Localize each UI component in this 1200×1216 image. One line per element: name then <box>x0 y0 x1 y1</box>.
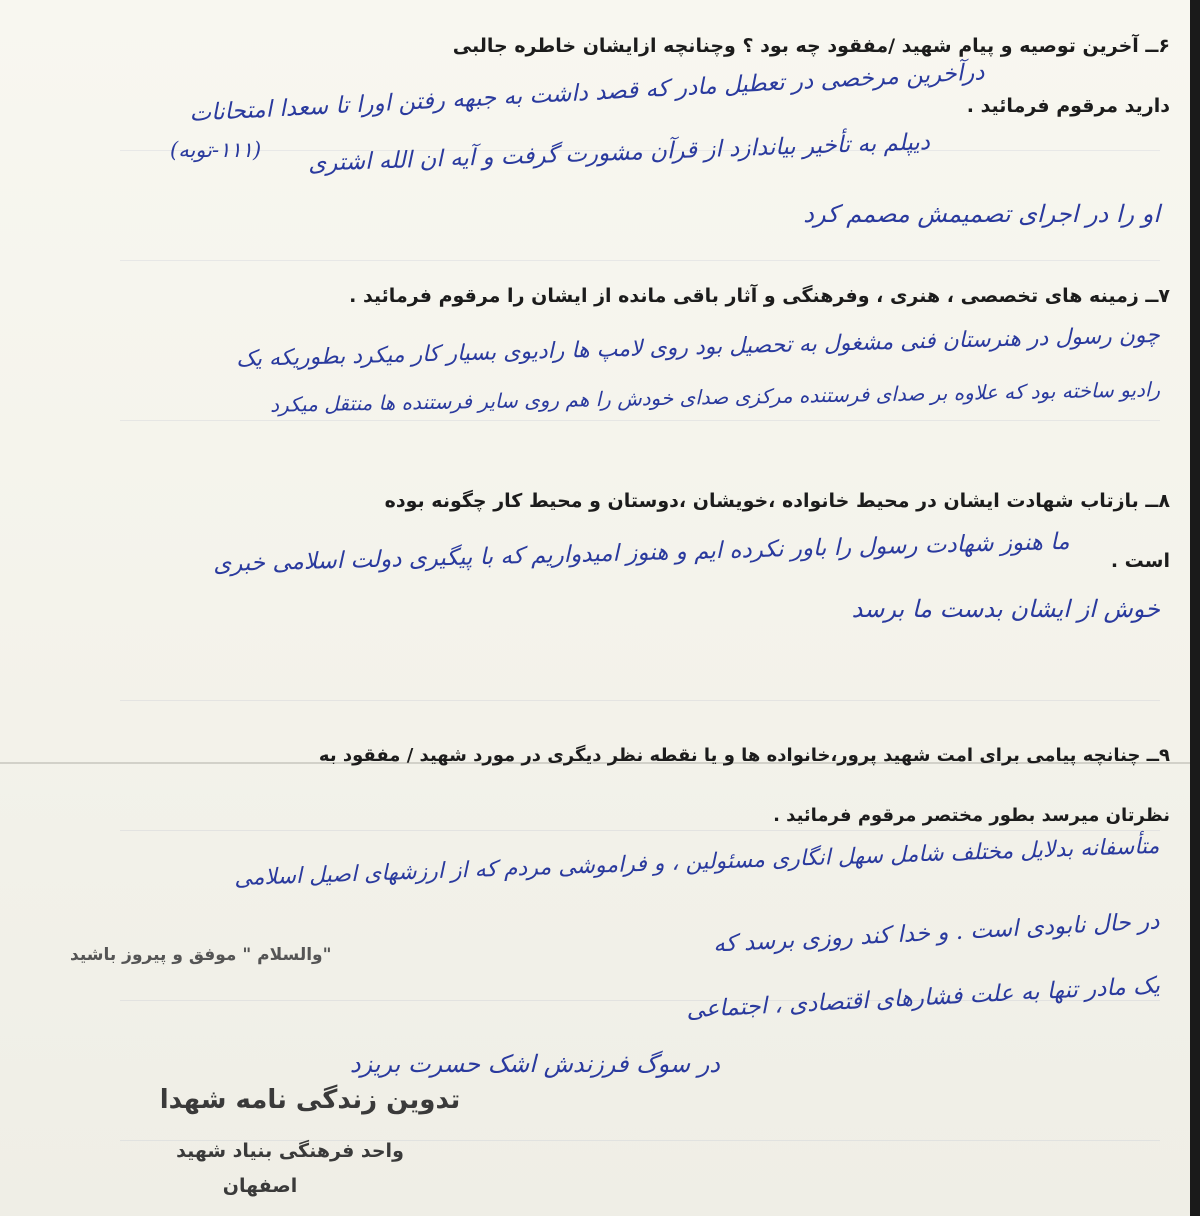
answer-7-line-2: رادیو ساخته بود که علاوه بر صدای فرستنده مرکزی صدای خودش را هم روی سایر فرستنده ها منتقل میکرد <box>269 377 1161 417</box>
answer-9-line-3: یک مادر تنها به علت فشارهای اقتصادی ، اجتماعی <box>685 972 1161 1024</box>
question-7-line-1: ۷ــ زمینه های تخصصی ، هنری ، وفرهنگی و آثار باقی مانده از ایشان را مرقوم فرمائید . <box>349 285 1170 307</box>
question-6-line-2: دارید مرقوم فرمائید . <box>966 95 1170 117</box>
answer-6-reference: (۱۱۱-توبه) <box>170 138 262 162</box>
answer-7-line-1: چون رسول در هنرستان فنی مشغول به تحصیل بود روی لامپ ها رادیوی بسیار کار میکرد بطوریکه یک <box>235 322 1161 373</box>
question-8-line-2: است . <box>1110 550 1170 572</box>
question-9-line-2: نظرتان میرسد بطور مختصر مرقوم فرمائید . <box>773 805 1170 826</box>
answer-6-line-3: او را در اجرای تصمیمش مصمم کرد <box>803 200 1160 228</box>
question-8-line-1: ۸ــ بازتاب شهادت ایشان در محیط خانواده ،خویشان ،دوستان و محیط کار چگونه بوده <box>384 490 1170 512</box>
answer-9-line-1: متأسفانه بدلایل مختلف شامل سهل انگاری مسئولین ، و فراموشی مردم که از ارزشهای اصیل اسلامی <box>234 833 1161 892</box>
question-6-line-1: ۶ــ آخرین توصیه و پیام شهید /مفقود چه بود ؟ وچنانچه ازایشان خاطره جالبی <box>452 35 1170 57</box>
bleed-through-line <box>120 830 1160 831</box>
answer-9-line-4: در سوگ فرزندش اشک حسرت بریزد <box>349 1050 720 1078</box>
bleed-through-line <box>120 700 1160 701</box>
answer-6-line-1: درآخرین مرخصی در تعطیل مادر که قصد داشت به جبهه رفتن اورا تا سعدا امتحانات <box>188 59 986 127</box>
stamp-line-3: اصفهان <box>222 1175 298 1197</box>
bleed-through-line <box>120 260 1160 261</box>
scan-edge <box>1190 0 1200 1216</box>
stamp-line-1: تدوین زندگی نامه شهدا <box>159 1085 461 1115</box>
answer-8-line-1: ما هنوز شهادت رسول را باور نکرده ایم و هنوز امیدواریم که با پیگیری دولت اسلامی خبری <box>213 528 1071 578</box>
closing-greeting: "والسلام " موفق و پیروز باشید <box>70 945 332 965</box>
bleed-through-line <box>120 420 1160 421</box>
answer-9-line-2: در حال نابودی است . و خدا کند روزی برسد که <box>712 908 1161 958</box>
answer-8-line-2: خوش از ایشان بدست ما برسد <box>851 595 1160 623</box>
stamp-line-2: واحد فرهنگی بنیاد شهید <box>176 1140 404 1162</box>
question-9-line-1: ۹ــ چنانچه پیامی برای امت شهید پرور،خانواده ها و یا نقطه نظر دیگری در مورد شهید / مفقود به <box>318 745 1170 766</box>
answer-6-line-2: دیپلم به تأخیر بیاندازد از قرآن مشورت گرفت و آیه ان الله اشتری <box>307 129 931 177</box>
